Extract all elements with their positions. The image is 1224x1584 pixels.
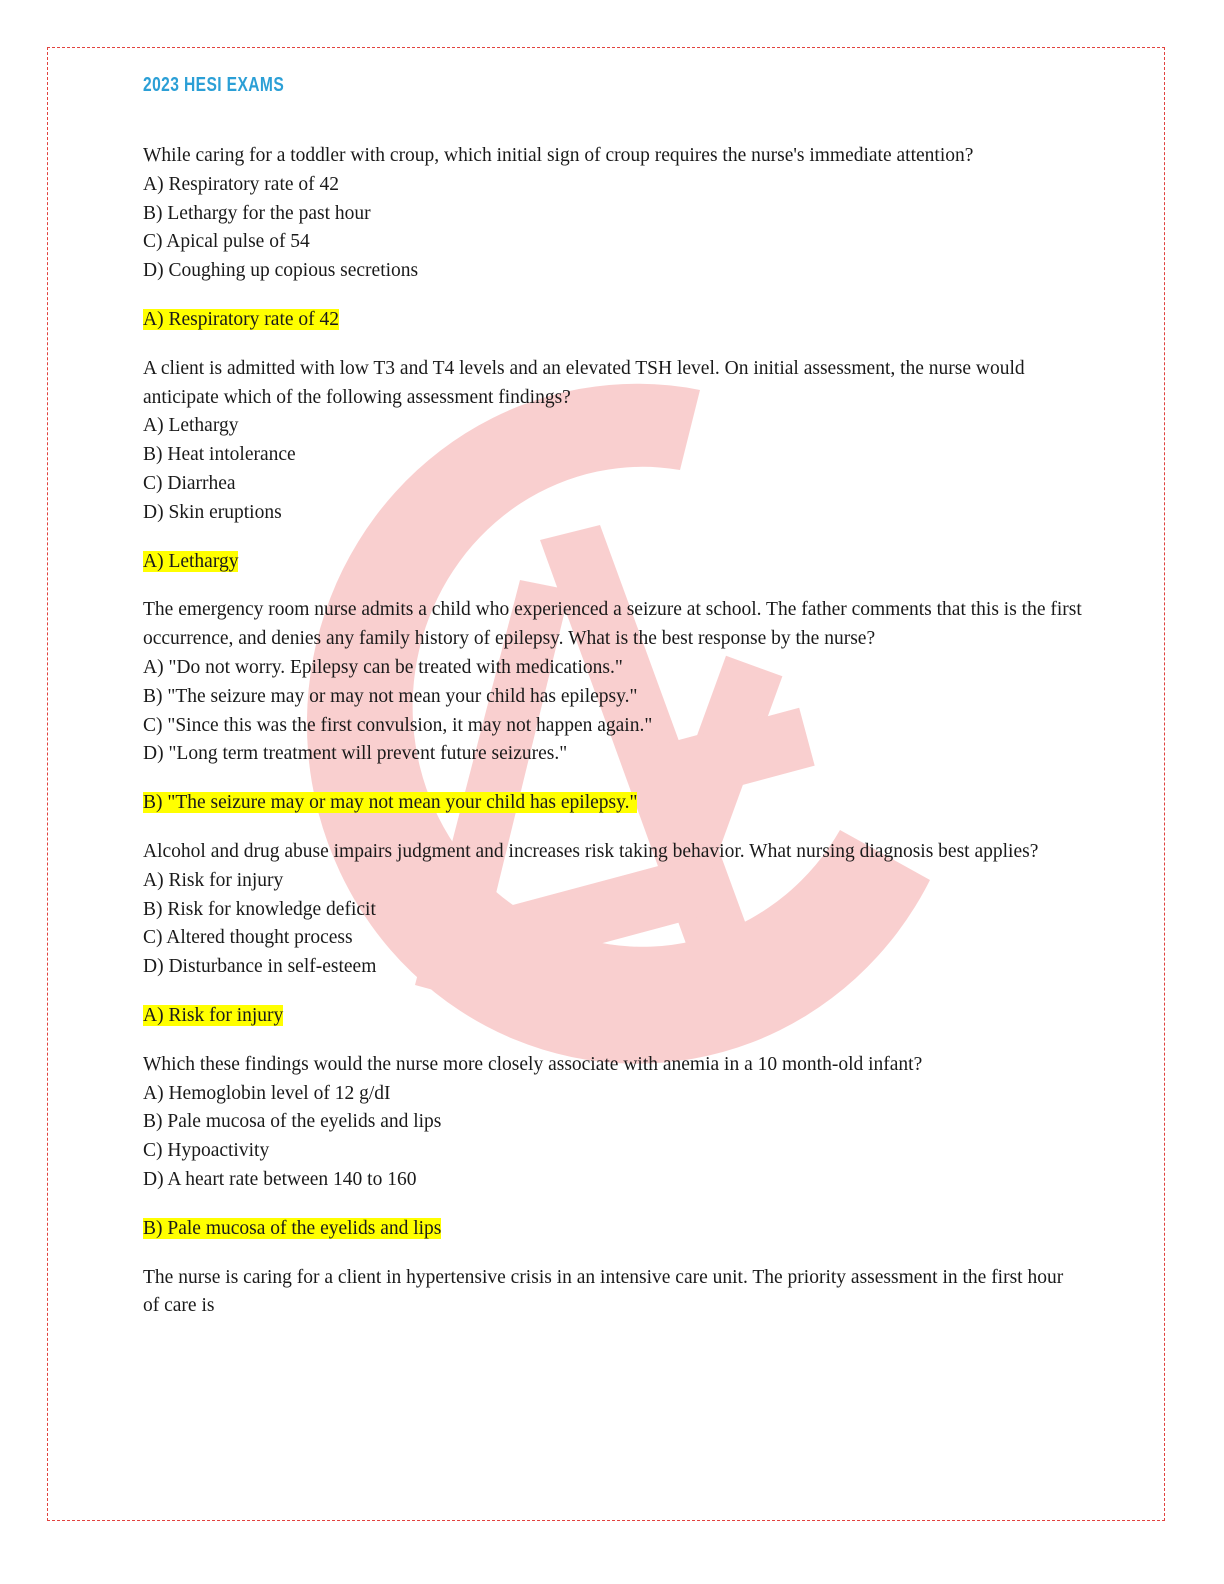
question-block — [143, 142, 1083, 335]
question-text: Which these findings would the nurse more closely associate with anemia in a 10 month-old infant? — [143, 1053, 923, 1075]
option-b: B) Heat intolerance — [143, 444, 296, 466]
highlighted-answer: A) Respiratory rate of 42 — [143, 308, 340, 330]
answer-line — [143, 789, 1083, 818]
option-b: B) Risk for knowledge deficit — [143, 898, 376, 920]
question-text: A client is admitted with low T3 and T4 levels and an elevated TSH level. On initial assessment, the nurse would anticipate which of the following assessment findings? — [143, 357, 1025, 408]
highlighted-answer: B) Pale mucosa of the eyelids and lips — [143, 1217, 442, 1239]
option-a: A) Hemoglobin level of 12 g/dI — [143, 1082, 391, 1104]
highlighted-answer: A) Lethargy — [143, 550, 239, 572]
option-b: B) "The seizure may or may not mean your child has epilepsy." — [143, 685, 638, 707]
option-b: B) Pale mucosa of the eyelids and lips — [143, 1111, 442, 1133]
option-a: A) Lethargy — [143, 415, 239, 437]
question-list — [143, 142, 1083, 1321]
question-block — [143, 1051, 1083, 1244]
question-block — [143, 355, 1083, 577]
option-d: D) Coughing up copious secretions — [143, 260, 419, 282]
question-text: The nurse is caring for a client in hypertensive crisis in an intensive care unit. The priority assessment in the first hour of care is — [143, 1266, 1064, 1317]
option-d: D) "Long term treatment will prevent future seizures." — [143, 743, 568, 765]
option-c: C) Apical pulse of 54 — [143, 231, 310, 253]
question-block — [143, 596, 1083, 818]
question-text: The emergency room nurse admits a child who experienced a seizure at school. The father comments that this is the first occurrence, and denies any family history of epilepsy. What is the best response by the nurse? — [143, 599, 1082, 650]
page-header-title: 2023 HESI EXAMS — [143, 74, 285, 96]
option-a: A) Risk for injury — [143, 869, 284, 891]
answer-line — [143, 1215, 1083, 1244]
answer-line — [143, 548, 1083, 577]
option-d: D) Skin eruptions — [143, 501, 282, 523]
option-c: C) Diarrhea — [143, 472, 236, 494]
option-d: D) Disturbance in self-esteem — [143, 956, 377, 978]
highlighted-answer: A) Risk for injury — [143, 1004, 284, 1026]
option-b: B) Lethargy for the past hour — [143, 202, 371, 224]
option-c: C) Altered thought process — [143, 927, 353, 949]
question-text: Alcohol and drug abuse impairs judgment and increases risk taking behavior. What nursing diagnosis best applies? — [143, 840, 1039, 862]
option-c: C) Hypoactivity — [143, 1140, 270, 1162]
answer-line — [143, 306, 1083, 335]
answer-line — [143, 1002, 1083, 1031]
question-block — [143, 838, 1083, 1031]
question-block — [143, 1264, 1083, 1322]
option-a: A) "Do not worry. Epilepsy can be treated with medications." — [143, 656, 623, 678]
option-a: A) Respiratory rate of 42 — [143, 173, 340, 195]
highlighted-answer: B) "The seizure may or may not mean your child has epilepsy." — [143, 792, 638, 814]
option-c: C) "Since this was the first convulsion, it may not happen again." — [143, 714, 653, 736]
option-d: D) A heart rate between 140 to 160 — [143, 1168, 417, 1190]
question-text: While caring for a toddler with croup, which initial sign of croup requires the nurse's immediate attention? — [143, 145, 974, 166]
